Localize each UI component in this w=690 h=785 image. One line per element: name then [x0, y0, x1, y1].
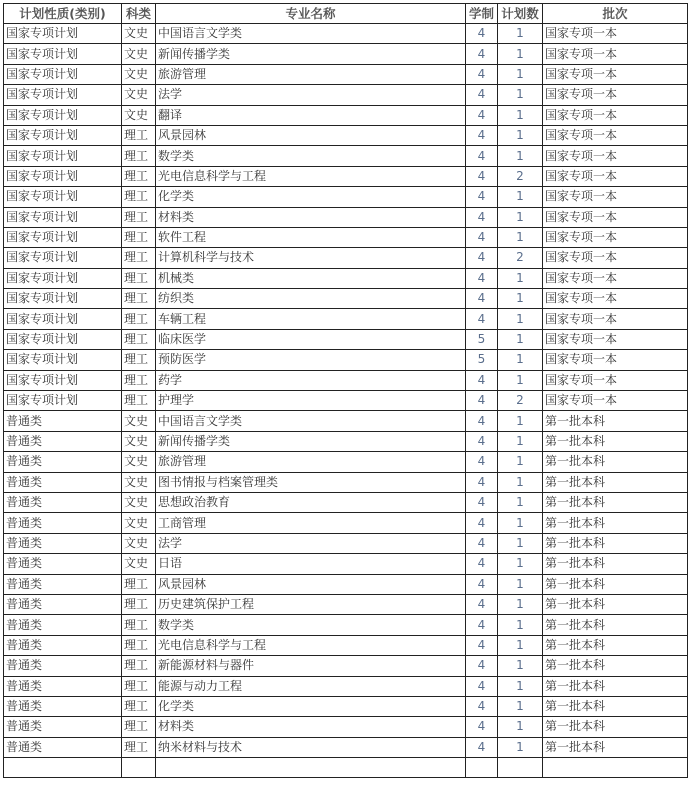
plan-type-cell: 普通类 — [4, 696, 122, 716]
duration-cell: 4 — [466, 187, 498, 207]
subject-cell: 理工 — [122, 676, 156, 696]
empty-cell — [4, 758, 122, 778]
duration-cell: 4 — [466, 472, 498, 492]
plan-type-cell: 国家专项计划 — [4, 350, 122, 370]
plan-type-cell: 国家专项计划 — [4, 207, 122, 227]
subject-cell: 文史 — [122, 85, 156, 105]
table-row — [4, 635, 688, 655]
table-row — [4, 472, 688, 492]
empty-cell — [466, 758, 498, 778]
header-plan-type: 计划性质(类别) — [4, 4, 122, 24]
major-cell: 工商管理 — [156, 513, 466, 533]
table-row — [4, 370, 688, 390]
duration-cell: 4 — [466, 574, 498, 594]
duration-cell: 4 — [466, 513, 498, 533]
plan-type-cell: 普通类 — [4, 513, 122, 533]
quota-cell: 1 — [498, 411, 543, 431]
duration-cell: 4 — [466, 146, 498, 166]
major-cell: 纳米材料与技术 — [156, 737, 466, 757]
plan-type-cell: 国家专项计划 — [4, 64, 122, 84]
plan-type-cell: 国家专项计划 — [4, 370, 122, 390]
subject-cell: 理工 — [122, 329, 156, 349]
subject-cell: 理工 — [122, 594, 156, 614]
major-cell: 光电信息科学与工程 — [156, 635, 466, 655]
batch-cell: 国家专项一本 — [543, 24, 688, 44]
plan-type-cell: 国家专项计划 — [4, 187, 122, 207]
subject-cell: 理工 — [122, 146, 156, 166]
table-row — [4, 309, 688, 329]
plan-type-cell: 普通类 — [4, 656, 122, 676]
quota-cell: 1 — [498, 594, 543, 614]
quota-cell: 1 — [498, 472, 543, 492]
major-cell: 图书情报与档案管理类 — [156, 472, 466, 492]
plan-type-cell: 普通类 — [4, 737, 122, 757]
batch-cell: 国家专项一本 — [543, 391, 688, 411]
duration-cell: 4 — [466, 24, 498, 44]
quota-cell: 1 — [498, 64, 543, 84]
quota-cell: 1 — [498, 24, 543, 44]
subject-cell: 文史 — [122, 411, 156, 431]
plan-type-cell: 普通类 — [4, 533, 122, 553]
subject-cell: 理工 — [122, 696, 156, 716]
table-row — [4, 656, 688, 676]
batch-cell: 国家专项一本 — [543, 370, 688, 390]
major-cell: 车辆工程 — [156, 309, 466, 329]
subject-cell: 理工 — [122, 574, 156, 594]
major-cell: 日语 — [156, 554, 466, 574]
major-cell: 光电信息科学与工程 — [156, 166, 466, 186]
subject-cell: 理工 — [122, 166, 156, 186]
quota-cell: 1 — [498, 717, 543, 737]
major-cell: 软件工程 — [156, 227, 466, 247]
table-row — [4, 391, 688, 411]
batch-cell: 第一批本科 — [543, 513, 688, 533]
header-duration: 学制 — [466, 4, 498, 24]
plan-type-cell: 普通类 — [4, 431, 122, 451]
quota-cell: 1 — [498, 492, 543, 512]
table-row — [4, 513, 688, 533]
subject-cell: 理工 — [122, 615, 156, 635]
duration-cell: 4 — [466, 594, 498, 614]
table-row — [4, 125, 688, 145]
header-major: 专业名称 — [156, 4, 466, 24]
major-cell: 风景园林 — [156, 125, 466, 145]
plan-type-cell: 普通类 — [4, 635, 122, 655]
duration-cell: 4 — [466, 64, 498, 84]
duration-cell: 4 — [466, 166, 498, 186]
major-cell: 能源与动力工程 — [156, 676, 466, 696]
duration-cell: 4 — [466, 227, 498, 247]
quota-cell: 1 — [498, 452, 543, 472]
plan-type-cell: 国家专项计划 — [4, 391, 122, 411]
quota-cell: 1 — [498, 350, 543, 370]
batch-cell: 第一批本科 — [543, 676, 688, 696]
subject-cell: 理工 — [122, 187, 156, 207]
batch-cell: 第一批本科 — [543, 554, 688, 574]
duration-cell: 4 — [466, 492, 498, 512]
table-row — [4, 737, 688, 757]
duration-cell: 4 — [466, 125, 498, 145]
subject-cell: 文史 — [122, 513, 156, 533]
subject-cell: 文史 — [122, 431, 156, 451]
batch-cell: 国家专项一本 — [543, 248, 688, 268]
subject-cell: 文史 — [122, 472, 156, 492]
quota-cell: 1 — [498, 329, 543, 349]
batch-cell: 国家专项一本 — [543, 207, 688, 227]
batch-cell: 国家专项一本 — [543, 289, 688, 309]
quota-cell: 1 — [498, 554, 543, 574]
empty-cell — [122, 758, 156, 778]
batch-cell: 第一批本科 — [543, 492, 688, 512]
major-cell: 数学类 — [156, 146, 466, 166]
duration-cell: 5 — [466, 350, 498, 370]
major-cell: 化学类 — [156, 187, 466, 207]
batch-cell: 国家专项一本 — [543, 227, 688, 247]
batch-cell: 第一批本科 — [543, 594, 688, 614]
duration-cell: 4 — [466, 289, 498, 309]
table-row — [4, 350, 688, 370]
batch-cell: 国家专项一本 — [543, 44, 688, 64]
quota-cell: 2 — [498, 391, 543, 411]
subject-cell: 理工 — [122, 125, 156, 145]
table-row — [4, 289, 688, 309]
duration-cell: 4 — [466, 696, 498, 716]
major-cell: 旅游管理 — [156, 64, 466, 84]
plan-type-cell: 普通类 — [4, 615, 122, 635]
table-row — [4, 615, 688, 635]
duration-cell: 4 — [466, 656, 498, 676]
plan-type-cell: 国家专项计划 — [4, 248, 122, 268]
duration-cell: 4 — [466, 207, 498, 227]
major-cell: 中国语言文学类 — [156, 411, 466, 431]
major-cell: 计算机科学与技术 — [156, 248, 466, 268]
major-cell: 法学 — [156, 85, 466, 105]
quota-cell: 1 — [498, 574, 543, 594]
major-cell: 翻译 — [156, 105, 466, 125]
plan-type-cell: 国家专项计划 — [4, 268, 122, 288]
quota-cell: 1 — [498, 309, 543, 329]
enrollment-plan-table — [3, 3, 688, 778]
plan-type-cell: 普通类 — [4, 554, 122, 574]
subject-cell: 理工 — [122, 227, 156, 247]
header-quota: 计划数 — [498, 4, 543, 24]
batch-cell: 国家专项一本 — [543, 64, 688, 84]
subject-cell: 理工 — [122, 635, 156, 655]
plan-type-cell: 国家专项计划 — [4, 166, 122, 186]
plan-type-cell: 普通类 — [4, 594, 122, 614]
duration-cell: 4 — [466, 554, 498, 574]
table-row — [4, 676, 688, 696]
subject-cell: 理工 — [122, 717, 156, 737]
major-cell: 机械类 — [156, 268, 466, 288]
batch-cell: 国家专项一本 — [543, 309, 688, 329]
subject-cell: 文史 — [122, 533, 156, 553]
major-cell: 法学 — [156, 533, 466, 553]
major-cell: 化学类 — [156, 696, 466, 716]
plan-type-cell: 国家专项计划 — [4, 44, 122, 64]
subject-cell: 理工 — [122, 370, 156, 390]
quota-cell: 1 — [498, 696, 543, 716]
major-cell: 纺织类 — [156, 289, 466, 309]
duration-cell: 4 — [466, 370, 498, 390]
subject-cell: 理工 — [122, 350, 156, 370]
subject-cell: 文史 — [122, 105, 156, 125]
major-cell: 预防医学 — [156, 350, 466, 370]
quota-cell: 1 — [498, 676, 543, 696]
duration-cell: 4 — [466, 309, 498, 329]
major-cell: 材料类 — [156, 207, 466, 227]
major-cell: 新闻传播学类 — [156, 431, 466, 451]
table-row-partial — [4, 758, 688, 778]
empty-cell — [498, 758, 543, 778]
batch-cell: 第一批本科 — [543, 656, 688, 676]
duration-cell: 4 — [466, 391, 498, 411]
table-row — [4, 146, 688, 166]
table-row — [4, 85, 688, 105]
duration-cell: 4 — [466, 431, 498, 451]
major-cell: 中国语言文学类 — [156, 24, 466, 44]
quota-cell: 1 — [498, 227, 543, 247]
major-cell: 临床医学 — [156, 329, 466, 349]
batch-cell: 国家专项一本 — [543, 85, 688, 105]
major-cell: 药学 — [156, 370, 466, 390]
table-row — [4, 594, 688, 614]
duration-cell: 4 — [466, 248, 498, 268]
plan-type-cell: 普通类 — [4, 574, 122, 594]
quota-cell: 1 — [498, 431, 543, 451]
batch-cell: 第一批本科 — [543, 615, 688, 635]
batch-cell: 国家专项一本 — [543, 350, 688, 370]
duration-cell: 4 — [466, 44, 498, 64]
subject-cell: 理工 — [122, 391, 156, 411]
duration-cell: 4 — [466, 717, 498, 737]
batch-cell: 第一批本科 — [543, 472, 688, 492]
plan-type-cell: 国家专项计划 — [4, 309, 122, 329]
major-cell: 材料类 — [156, 717, 466, 737]
quota-cell: 1 — [498, 635, 543, 655]
quota-cell: 1 — [498, 615, 543, 635]
quota-cell: 1 — [498, 125, 543, 145]
subject-cell: 文史 — [122, 64, 156, 84]
quota-cell: 2 — [498, 166, 543, 186]
quota-cell: 1 — [498, 268, 543, 288]
subject-cell: 文史 — [122, 44, 156, 64]
subject-cell: 理工 — [122, 268, 156, 288]
quota-cell: 1 — [498, 44, 543, 64]
quota-cell: 1 — [498, 656, 543, 676]
quota-cell: 1 — [498, 737, 543, 757]
header-row — [4, 4, 688, 24]
table-row — [4, 268, 688, 288]
batch-cell: 第一批本科 — [543, 696, 688, 716]
duration-cell: 4 — [466, 533, 498, 553]
quota-cell: 1 — [498, 289, 543, 309]
batch-cell: 第一批本科 — [543, 635, 688, 655]
quota-cell: 2 — [498, 248, 543, 268]
table-row — [4, 329, 688, 349]
duration-cell: 4 — [466, 737, 498, 757]
quota-cell: 1 — [498, 513, 543, 533]
plan-type-cell: 普通类 — [4, 452, 122, 472]
subject-cell: 理工 — [122, 289, 156, 309]
major-cell: 风景园林 — [156, 574, 466, 594]
major-cell: 新闻传播学类 — [156, 44, 466, 64]
empty-cell — [156, 758, 466, 778]
plan-type-cell: 国家专项计划 — [4, 24, 122, 44]
subject-cell: 理工 — [122, 737, 156, 757]
plan-type-cell: 国家专项计划 — [4, 329, 122, 349]
batch-cell: 第一批本科 — [543, 717, 688, 737]
quota-cell: 1 — [498, 146, 543, 166]
duration-cell: 4 — [466, 268, 498, 288]
subject-cell: 理工 — [122, 207, 156, 227]
plan-type-cell: 国家专项计划 — [4, 105, 122, 125]
subject-cell: 文史 — [122, 24, 156, 44]
batch-cell: 国家专项一本 — [543, 125, 688, 145]
subject-cell: 理工 — [122, 656, 156, 676]
table-row — [4, 248, 688, 268]
quota-cell: 1 — [498, 207, 543, 227]
major-cell: 思想政治教育 — [156, 492, 466, 512]
subject-cell: 文史 — [122, 492, 156, 512]
subject-cell: 理工 — [122, 248, 156, 268]
major-cell: 数学类 — [156, 615, 466, 635]
batch-cell: 国家专项一本 — [543, 105, 688, 125]
batch-cell: 国家专项一本 — [543, 166, 688, 186]
plan-type-cell: 普通类 — [4, 676, 122, 696]
table-row — [4, 492, 688, 512]
plan-type-cell: 国家专项计划 — [4, 146, 122, 166]
batch-cell: 国家专项一本 — [543, 329, 688, 349]
batch-cell: 第一批本科 — [543, 431, 688, 451]
duration-cell: 5 — [466, 329, 498, 349]
subject-cell: 文史 — [122, 554, 156, 574]
table-row — [4, 717, 688, 737]
table-row — [4, 44, 688, 64]
duration-cell: 4 — [466, 676, 498, 696]
table-row — [4, 574, 688, 594]
table-row — [4, 227, 688, 247]
plan-type-cell: 国家专项计划 — [4, 227, 122, 247]
quota-cell: 1 — [498, 533, 543, 553]
plan-type-cell: 国家专项计划 — [4, 289, 122, 309]
table-row — [4, 105, 688, 125]
plan-type-cell: 普通类 — [4, 472, 122, 492]
quota-cell: 1 — [498, 370, 543, 390]
table-row — [4, 554, 688, 574]
plan-type-cell: 普通类 — [4, 411, 122, 431]
table-row — [4, 696, 688, 716]
duration-cell: 4 — [466, 615, 498, 635]
plan-type-cell: 普通类 — [4, 717, 122, 737]
header-batch: 批次 — [543, 4, 688, 24]
subject-cell: 文史 — [122, 452, 156, 472]
batch-cell: 第一批本科 — [543, 574, 688, 594]
quota-cell: 1 — [498, 85, 543, 105]
batch-cell: 第一批本科 — [543, 533, 688, 553]
batch-cell: 国家专项一本 — [543, 187, 688, 207]
plan-type-cell: 普通类 — [4, 492, 122, 512]
batch-cell: 国家专项一本 — [543, 268, 688, 288]
header-subject: 科类 — [122, 4, 156, 24]
plan-type-cell: 国家专项计划 — [4, 85, 122, 105]
duration-cell: 4 — [466, 452, 498, 472]
quota-cell: 1 — [498, 105, 543, 125]
table-row — [4, 411, 688, 431]
major-cell: 新能源材料与器件 — [156, 656, 466, 676]
major-cell: 历史建筑保护工程 — [156, 594, 466, 614]
table-row — [4, 64, 688, 84]
major-cell: 护理学 — [156, 391, 466, 411]
table-row — [4, 452, 688, 472]
duration-cell: 4 — [466, 105, 498, 125]
batch-cell: 第一批本科 — [543, 411, 688, 431]
quota-cell: 1 — [498, 187, 543, 207]
table-row — [4, 24, 688, 44]
batch-cell: 国家专项一本 — [543, 146, 688, 166]
table-row — [4, 187, 688, 207]
table-row — [4, 166, 688, 186]
batch-cell: 第一批本科 — [543, 452, 688, 472]
table-row — [4, 533, 688, 553]
empty-cell — [543, 758, 688, 778]
major-cell: 旅游管理 — [156, 452, 466, 472]
duration-cell: 4 — [466, 85, 498, 105]
batch-cell: 第一批本科 — [543, 737, 688, 757]
subject-cell: 理工 — [122, 309, 156, 329]
plan-type-cell: 国家专项计划 — [4, 125, 122, 145]
duration-cell: 4 — [466, 635, 498, 655]
table-row — [4, 207, 688, 227]
table-row — [4, 431, 688, 451]
duration-cell: 4 — [466, 411, 498, 431]
